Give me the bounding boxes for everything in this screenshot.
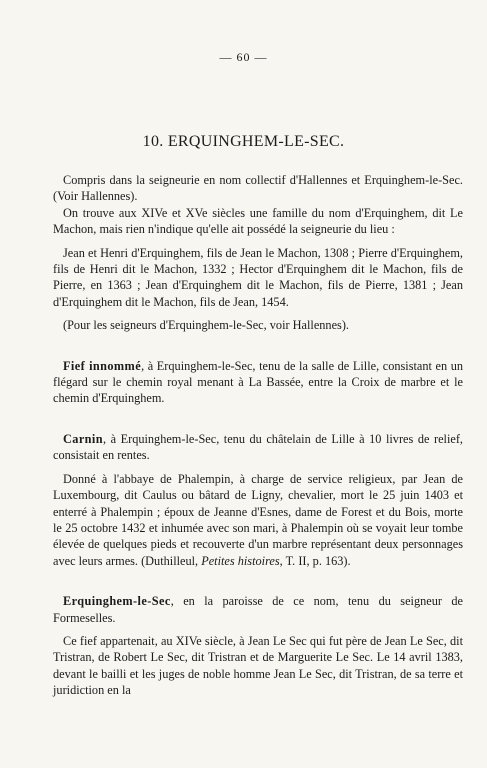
fief-name: Fief innommé <box>63 358 142 373</box>
citation-title: Petites histoires <box>201 553 280 568</box>
paragraph-5-text: Donné à l'abbaye de Phalempin, à charge de service religieux, par Jean de Luxembourg, dit Caulus ou bâtard de Ligny, chevalier, mort le 25 juin 1403 et enterré à Phalempin ; époux de Jeanne d'Esnes, dame de Forest et du Bois, morte le 25 octobre 1432 et inhumée avec son mari, à Phalempin où se voyait leur tombe élevée de quelques pieds et recouverte d'un marbre représentant deux personnages avec leurs armes. (Duthilleul, <box>53 471 463 568</box>
section-title: 10. ERQUINGHEM-LE-SEC. <box>142 133 345 150</box>
page-number: — 60 — <box>219 50 268 64</box>
fief-name: Erquinghem-le-Sec <box>63 594 171 609</box>
citation-ref: , T. II, p. 163). <box>279 553 351 568</box>
paragraph-6: Ce fief appartenait, au XIVe siècle, à Jean Le Sec qui fut père de Jean Le Sec, dit Tristran, de Robert Le Sec, dit Tristran et de Marguerite Le Sec. Le 14 avril 1383, devant le bailli et les juges de noble homme Jean Le Sec, dit Tristran, de sa terre et juridiction en la <box>53 633 463 698</box>
fief-text: , à Erquinghem-le-Sec, tenu du châtelain de Lille à 10 livres de relief, consistait en rentes. <box>53 431 463 463</box>
fief-name: Carnin <box>63 431 103 446</box>
document-body <box>53 172 463 699</box>
fief-text: , en la paroisse de ce nom, tenu du seigneur de Formeselles. <box>53 594 463 625</box>
paragraph-5 <box>53 471 463 569</box>
paragraph-1: Compris dans la seigneurie en nom collectif d'Hallennes et Erquinghem-le-Sec. (Voir Hallennes). <box>53 173 463 204</box>
paragraph-4: (Pour les seigneurs d'Erquinghem-le-Sec, voir Hallennes). <box>63 318 349 333</box>
fief-innomme-paragraph <box>53 358 463 407</box>
carnin-paragraph <box>53 431 463 464</box>
erquinghem-fief-paragraph <box>53 593 463 626</box>
fief-text: , à Erquinghem-le-Sec, tenu de la salle de Lille, consistant en un flégard sur le chemin royal menant à La Bassée, entre la Croix de marbre et le chemin d'Erquinghem. <box>53 358 464 406</box>
paragraph-3: Jean et Henri d'Erquinghem, fils de Jean le Machon, 1308 ; Pierre d'Erquinghem, fils de Henri dit le Machon, 1332 ; Hector d'Erquinghem dit le Machon, fils de Pierre, en 1363 ; Jean d'Erquinghem dit le Machon, fils de Pierre, 1381 ; Jean d'Erquinghem dit le Machon, fils de Jean, 1454. <box>53 245 463 309</box>
paragraph-2: On trouve aux XIVe et XVe siècles une famille du nom d'Erquinghem, dit Le Machon, mais rien n'indique qu'elle ait possédé la seigneurie du lieu : <box>53 205 463 237</box>
